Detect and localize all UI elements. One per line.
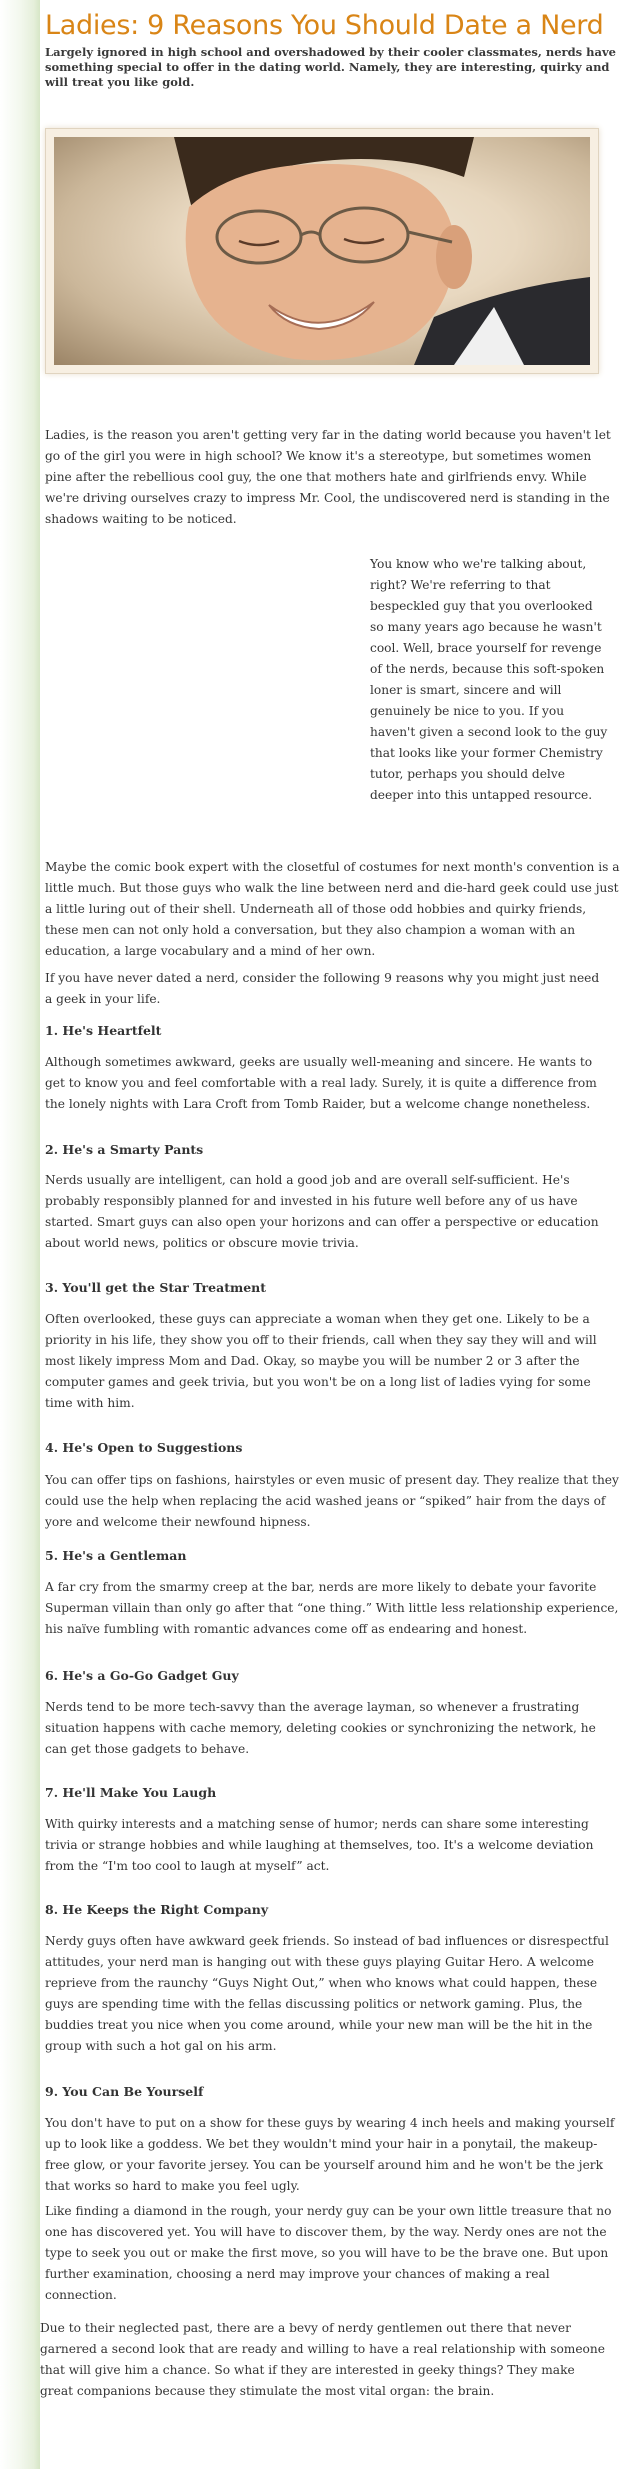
closing-paragraph-1: Like finding a diamond in the rough, your nerdy guy can be your own little treasure that no one has discovered yet. You will have to discover them, by the way. Nerdy ones are not the type to seek you out or make the first move, so you will have to be the brave one. But upon further examination, choosing a nerd may improve your chances of making a real connection.	[45, 2204, 612, 2302]
section-text-1: Although sometimes awkward, geeks are usually well-meaning and sincere. He wants to get to know you and feel comfortable with a real lady. Surely, it is quite a difference from the lonely nights with Lara Croft from Tomb Raider, but a welcome change nonetheless.	[45, 1055, 597, 1111]
intro-paragraph: Ladies, is the reason you aren't getting very far in the dating world because you haven't let go of the girl you were in high school? We know it's a stereotype, but sometimes women pine after the rebellious cool guy, the one that mothers hate and girlfriends envy. While we're driving ourselves crazy to impress Mr. Cool, the undiscovered nerd is standing in the shadows waiting to be noticed.	[45, 428, 611, 526]
section-heading-5: 5. He's a Gentleman	[45, 1548, 187, 1563]
closing-paragraph-2: Due to their neglected past, there are a bevy of nerdy gentlemen out there that never garnered a second look that are ready and willing to have a real relationship with someone that will give him a chance. So what if they are interested in geeky things? They make great companions because they stimulate the most vital organ: the brain.	[40, 2321, 605, 2398]
section-heading-1: 1. He's Heartfelt	[45, 1023, 162, 1038]
section-text-7: With quirky interests and a matching sense of humor; nerds can share some interesting trivia or strange hobbies and while laughing at themselves, too. It's a welcome deviation from the “I'm too cool to laugh at myself” act.	[45, 1817, 594, 1873]
section-text-3: Often overlooked, these guys can appreciate a woman when they get one. Likely to be a priority in his life, they show you off to their friends, call when they say they will and will most likely impress Mom and Dad. Okay, so maybe you will be number 2 or 3 after the computer games and geek trivia, but you won't be on a long list of ladies vying for some time with him.	[45, 1312, 597, 1410]
smiling-man-photo	[54, 137, 590, 365]
section-heading-7: 7. He'll Make You Laugh	[45, 1785, 217, 1800]
section-heading-8: 8. He Keeps the Right Company	[45, 1902, 269, 1917]
section-text-5: A far cry from the smarmy creep at the bar, nerds are more likely to debate your favorite Superman villain than only go after that “one thing.” With little less relationship experience, his naïve fumbling with romantic advances come off as endearing and honest.	[45, 1580, 619, 1636]
section-heading-2: 2. He's a Smarty Pants	[45, 1142, 204, 1157]
section-text-6: Nerds tend to be more tech-savvy than the average layman, so whenever a frustrating situation happens with cache memory, deleting cookies or synchronizing the network, he can get those gadgets to behave.	[45, 1700, 596, 1756]
paragraph-comic-book: Maybe the comic book expert with the closetful of costumes for next month's convention is a little much. But those guys who walk the line between nerd and die-hard geek could use just a little luring out of their shell. Underneath all of those odd hobbies and quirky friends, these men can not only hold a conversation, but they also champion a woman with an education, a large vocabulary and a mind of her own.	[45, 860, 620, 958]
paragraph-nine-reasons: If you have never dated a nerd, consider the following 9 reasons why you might just need a geek in your life.	[45, 971, 600, 1006]
left-sidebar-gradient	[0, 0, 40, 2469]
photo-frame	[45, 128, 599, 374]
section-heading-9: 9. You Can Be Yourself	[45, 2084, 204, 2099]
section-heading-4: 4. He's Open to Suggestions	[45, 1440, 243, 1455]
section-text-8: Nerdy guys often have awkward geek friends. So instead of bad influences or disrespectful attitudes, your nerd man is hanging out with these guys playing Guitar Hero. A welcome reprieve from the raunchy “Guys Night Out,” when who knows what could happen, these guys are spending time with the fellas discussing politics or network gaming. Plus, the buddies treat you nice when you come around, while your new man will be the hit in the group with such a hot gal on his arm.	[45, 1934, 609, 2053]
article-title: Ladies: 9 Reasons You Should Date a Nerd	[45, 10, 604, 41]
smiling-man-with-glasses-icon	[54, 137, 590, 365]
section-text-2: Nerds usually are intelligent, can hold a good job and are overall self-sufficient. He's probably responsibly planned for and invested in his future well before any of us have started. Smart guys can also open your horizons and can offer a perspective or education about world news, politics or obscure movie trivia.	[45, 1173, 599, 1250]
section-heading-6: 6. He's a Go-Go Gadget Guy	[45, 1668, 239, 1683]
pullout-paragraph: You know who we're talking about, right? We're referring to that bespeckled guy that you overlooked so many years ago because he wasn't cool. Well, brace yourself for revenge of the nerds, because this soft-spoken loner is smart, sincere and will genuinely be nice to you. If you haven't given a second look to the guy that looks like your former Chemistry tutor, perhaps you should delve deeper into this untapped resource.	[370, 557, 608, 802]
article-content	[40, 0, 637, 2398]
section-text-9: You don't have to put on a show for these guys by wearing 4 inch heels and making yourself up to look like a goddess. We bet they wouldn't mind your hair in a ponytail, the makeup-free glow, or your favorite jersey. You can be yourself around him and he won't be the jerk that works so hard to make you feel ugly.	[45, 2116, 615, 2193]
section-text-4: You can offer tips on fashions, hairstyles or even music of present day. They realize that they could use the help when replacing the acid washed jeans or “spiked” hair from the days of yore and welcome their newfound hipness.	[45, 1473, 619, 1529]
section-heading-3: 3. You'll get the Star Treatment	[45, 1280, 267, 1295]
article-subtitle: Largely ignored in high school and overshadowed by their cooler classmates, nerds have something special to offer in the dating world. Namely, they are interesting, quirky and will treat you like gold.	[45, 45, 616, 89]
